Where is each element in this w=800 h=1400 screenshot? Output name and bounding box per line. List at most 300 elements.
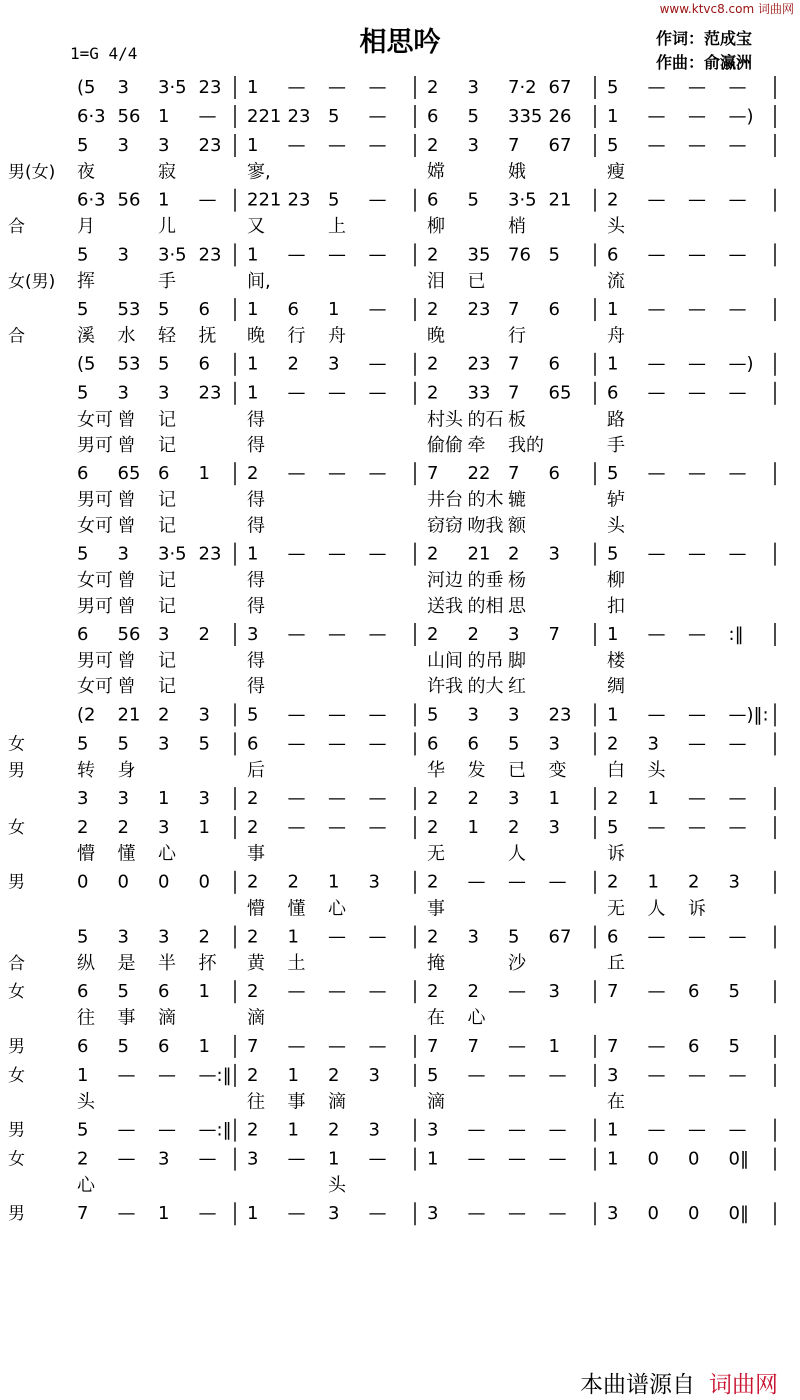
- note: 6: [77, 623, 89, 645]
- note: 221: [247, 189, 282, 211]
- note: 2: [607, 189, 619, 211]
- lyric: 记: [158, 515, 176, 537]
- lyric: 舟: [328, 325, 346, 347]
- note: —: [688, 787, 706, 809]
- lyric: 转: [77, 759, 95, 781]
- note: 6: [548, 463, 560, 485]
- lyric: 井台: [427, 489, 463, 511]
- note: 2: [247, 787, 259, 809]
- note: 5: [607, 134, 619, 156]
- note: 1: [647, 871, 659, 893]
- note: 2: [247, 463, 259, 485]
- note: —: [647, 244, 666, 266]
- note: —: [328, 134, 346, 156]
- note: 56: [117, 189, 141, 211]
- note: 3: [508, 704, 520, 726]
- note: —: [688, 1119, 706, 1141]
- note: 3: [198, 787, 210, 809]
- note: 3: [427, 1203, 439, 1225]
- lyric: 楼: [607, 650, 625, 672]
- note: 1: [198, 816, 210, 838]
- note: 2: [427, 543, 439, 565]
- note: 3: [158, 1148, 170, 1170]
- note: 3: [158, 623, 170, 645]
- note: —: [728, 1119, 747, 1141]
- lyric: 滴: [427, 1091, 445, 1113]
- note: —: [647, 543, 666, 565]
- lyric: 曾: [117, 595, 136, 617]
- note: 7: [247, 1035, 259, 1057]
- note: 0‖: [728, 1148, 749, 1170]
- lyric: 男可: [77, 435, 113, 457]
- note: —: [647, 463, 666, 485]
- lyric: 晚: [427, 325, 445, 347]
- note: 6: [688, 1035, 700, 1057]
- lyric: 得: [247, 515, 265, 537]
- note: 3: [368, 871, 380, 893]
- note: 67: [548, 76, 572, 98]
- note: 22: [467, 463, 491, 485]
- note: 6: [427, 733, 439, 755]
- note: 3: [117, 76, 129, 98]
- note: —: [728, 543, 747, 565]
- note: 6: [287, 298, 299, 320]
- note: 3: [548, 733, 560, 755]
- lyric: 瘦: [607, 161, 625, 183]
- note: 2: [508, 816, 520, 838]
- note: 23: [467, 298, 491, 320]
- lyric: 懂: [287, 898, 306, 920]
- note: (2: [77, 704, 96, 726]
- note: 2: [427, 298, 439, 320]
- lyric: 滴: [247, 1007, 265, 1029]
- note: 6: [607, 244, 619, 266]
- note: 2: [247, 1119, 259, 1141]
- note: —: [368, 623, 387, 645]
- note: 5: [548, 244, 560, 266]
- note: 1: [158, 787, 170, 809]
- note: 5: [508, 926, 520, 948]
- note: 5: [607, 543, 619, 565]
- lyric: 女可: [77, 676, 113, 698]
- note: —)‖:: [728, 704, 769, 726]
- note: 5: [467, 189, 479, 211]
- note: —: [688, 134, 706, 156]
- note: 5: [117, 1035, 129, 1057]
- note: —: [647, 76, 666, 98]
- lyric: 抔: [198, 953, 217, 975]
- note: —): [728, 353, 754, 375]
- lyric: 偷偷: [427, 435, 463, 457]
- note: 5: [77, 926, 89, 948]
- note: 53: [117, 353, 141, 375]
- note: 3: [607, 1064, 619, 1086]
- note: 3: [548, 816, 560, 838]
- note: 1: [647, 787, 659, 809]
- note: 21: [117, 704, 141, 726]
- lyric: 头: [647, 759, 666, 781]
- note: —: [688, 353, 706, 375]
- note: 7: [508, 298, 520, 320]
- lyric: 我的: [508, 435, 544, 457]
- note: 1: [287, 1064, 299, 1086]
- note: —: [368, 463, 387, 485]
- lyric: 得: [247, 570, 265, 592]
- note: 5: [427, 1064, 439, 1086]
- note: 5: [607, 76, 619, 98]
- lyric: 月: [77, 216, 95, 238]
- lyric: 行: [287, 325, 306, 347]
- note: —: [287, 134, 306, 156]
- note: 1: [247, 382, 259, 404]
- lyric: 思: [508, 595, 526, 617]
- lyric: 在: [427, 1007, 445, 1029]
- lyric: 得: [247, 435, 265, 457]
- note: 1: [548, 1035, 560, 1057]
- note: —: [287, 244, 306, 266]
- note: —: [548, 1064, 567, 1086]
- part-label: 男: [8, 1120, 25, 1141]
- note: —: [368, 926, 387, 948]
- note: 3: [467, 76, 479, 98]
- note: 7: [508, 382, 520, 404]
- note: 3: [328, 1203, 340, 1225]
- lyric: 的垂: [467, 570, 504, 592]
- note: —: [728, 76, 747, 98]
- lyric: 滴: [158, 1007, 176, 1029]
- key-signature: 1=G 4/4: [70, 44, 138, 63]
- note: 2: [508, 543, 520, 565]
- note: 2: [467, 623, 479, 645]
- note: —: [328, 926, 346, 948]
- lyric: 得: [247, 676, 265, 698]
- lyric: 记: [158, 676, 176, 698]
- note: —: [287, 623, 306, 645]
- part-label: 合: [8, 217, 25, 238]
- note: —: [117, 1119, 136, 1141]
- note: —: [328, 733, 346, 755]
- lyric: 心: [158, 843, 176, 865]
- note: 3: [117, 244, 129, 266]
- note: —: [328, 382, 346, 404]
- note: 5: [508, 733, 520, 755]
- note: 5: [158, 353, 170, 375]
- note: —: [647, 1064, 666, 1086]
- note: —: [647, 353, 666, 375]
- lyric: 滴: [328, 1091, 346, 1113]
- note: —: [508, 1119, 526, 1141]
- note: 2: [427, 926, 439, 948]
- note: —: [688, 463, 706, 485]
- lyric: 白: [607, 759, 625, 781]
- note: 5: [607, 816, 619, 838]
- note: —: [368, 543, 387, 565]
- note: —: [287, 787, 306, 809]
- note: 3·5: [158, 244, 187, 266]
- note: 2: [247, 981, 259, 1003]
- lyric: 绸: [607, 676, 625, 698]
- note: 3·5: [508, 189, 537, 211]
- note: 6: [427, 189, 439, 211]
- note: —: [368, 733, 387, 755]
- note: —: [198, 189, 217, 211]
- part-label: 女(男): [8, 271, 56, 292]
- note: —: [688, 704, 706, 726]
- lyric: 的石: [467, 409, 504, 431]
- note: 3·5: [158, 76, 187, 98]
- note: 2: [688, 871, 700, 893]
- note: 56: [117, 623, 141, 645]
- note: 1: [247, 134, 259, 156]
- lyric: 得: [247, 409, 265, 431]
- note: 2: [77, 816, 89, 838]
- note: —: [688, 105, 706, 127]
- note: 2: [427, 981, 439, 1003]
- lyric: 头: [77, 1091, 95, 1113]
- note: —: [287, 981, 306, 1003]
- lyric: 寂: [158, 161, 176, 183]
- lyric: 女可: [77, 570, 113, 592]
- note: 7: [607, 1035, 619, 1057]
- lyric: 曾: [117, 409, 136, 431]
- lyric: 华: [427, 759, 445, 781]
- note: —: [117, 1203, 136, 1225]
- lyric: 诉: [688, 898, 706, 920]
- note: 65: [548, 382, 572, 404]
- song-title: 相思吟: [359, 27, 441, 58]
- note: —: [647, 298, 666, 320]
- note: 1: [328, 298, 340, 320]
- note: 6: [77, 981, 89, 1003]
- note: 5: [77, 298, 89, 320]
- note: 3: [158, 382, 170, 404]
- note: —: [647, 704, 666, 726]
- note: —: [287, 382, 306, 404]
- lyric: 无: [607, 898, 625, 920]
- note: —: [198, 1203, 217, 1225]
- note: 5: [77, 382, 89, 404]
- lyric: 头: [328, 1175, 346, 1197]
- note: 1: [548, 787, 560, 809]
- lyric: 娥: [508, 161, 526, 183]
- note: 23: [198, 543, 222, 565]
- note: —: [368, 353, 387, 375]
- note: 3: [117, 543, 129, 565]
- note: 1: [287, 926, 299, 948]
- note: —: [467, 1119, 486, 1141]
- note: 6·3: [77, 105, 106, 127]
- note: 3: [158, 816, 170, 838]
- note: —: [688, 1064, 706, 1086]
- lyric: 河边: [427, 570, 463, 592]
- note: —: [647, 926, 666, 948]
- part-label: 女: [8, 734, 25, 755]
- note: —: [548, 1148, 567, 1170]
- lyric: 已: [467, 270, 486, 292]
- note: —: [647, 816, 666, 838]
- note: 2: [427, 787, 439, 809]
- note: 6: [77, 463, 89, 485]
- lyric: 板: [508, 409, 526, 431]
- note: —: [728, 244, 747, 266]
- lyric: 人: [508, 843, 526, 865]
- note: 2: [247, 926, 259, 948]
- note: 23: [198, 382, 222, 404]
- lyric: 懵: [77, 843, 95, 865]
- note: 0: [647, 1148, 659, 1170]
- note: 76: [508, 244, 531, 266]
- note: —: [728, 1064, 747, 1086]
- note: —: [368, 298, 387, 320]
- note: 23: [287, 189, 311, 211]
- lyric: 夜: [77, 161, 95, 183]
- note: 7: [427, 463, 439, 485]
- note: 1: [328, 1148, 340, 1170]
- lyric: 变: [548, 759, 567, 781]
- note: 2: [287, 353, 299, 375]
- note: —: [198, 105, 217, 127]
- note: 6: [77, 1035, 89, 1057]
- lyric: 梢: [508, 216, 526, 238]
- lyric: 脚: [508, 650, 526, 672]
- note: 3: [368, 1064, 380, 1086]
- note: 53: [117, 298, 141, 320]
- note: —: [728, 382, 747, 404]
- note: —: [467, 1148, 486, 1170]
- lyric: 头: [607, 216, 625, 238]
- note: 1: [77, 1064, 89, 1086]
- lyric: 半: [158, 953, 176, 975]
- note: 3: [467, 134, 479, 156]
- note: —: [368, 189, 387, 211]
- note: —: [688, 76, 706, 98]
- part-label: 合: [8, 954, 25, 975]
- note: 1: [247, 543, 259, 565]
- note: —: [368, 704, 387, 726]
- note: 5: [158, 298, 170, 320]
- note: 3: [158, 134, 170, 156]
- note: 3: [328, 353, 340, 375]
- lyric: 已: [508, 759, 526, 781]
- note: 2: [427, 76, 439, 98]
- note: 0: [198, 871, 210, 893]
- lyric: 红: [508, 676, 526, 698]
- lyric: 辘: [508, 489, 526, 511]
- part-label: 女: [8, 1149, 25, 1170]
- note: 2: [467, 787, 479, 809]
- note: 7: [508, 353, 520, 375]
- note: —: [287, 543, 306, 565]
- note: 2: [247, 816, 259, 838]
- part-label: 男: [8, 1036, 25, 1057]
- lyric: 曾: [117, 570, 136, 592]
- note: —: [328, 463, 346, 485]
- note: —: [688, 298, 706, 320]
- note: 1: [607, 298, 619, 320]
- note: 3: [467, 926, 479, 948]
- note: 0: [688, 1203, 700, 1225]
- lyric: 曾: [117, 435, 136, 457]
- note: —: [368, 1148, 387, 1170]
- lyric: 发: [467, 759, 486, 781]
- note: —: [728, 298, 747, 320]
- lyric: 事: [117, 1007, 136, 1029]
- note: 5: [728, 1035, 740, 1057]
- note: 2: [158, 704, 170, 726]
- note: —: [548, 1203, 567, 1225]
- lyric: 得: [247, 489, 265, 511]
- note: 1: [198, 981, 210, 1003]
- note: 1: [198, 463, 210, 485]
- lyric: 儿: [158, 216, 176, 238]
- note: —:‖: [198, 1119, 232, 1141]
- note: 3: [158, 926, 170, 948]
- note: —: [287, 463, 306, 485]
- note: —: [328, 981, 346, 1003]
- part-label: 女: [8, 1065, 25, 1086]
- note: —: [688, 382, 706, 404]
- note: —: [287, 1148, 306, 1170]
- note: —: [117, 1148, 136, 1170]
- note: —: [328, 76, 346, 98]
- lyric: 柳: [427, 216, 445, 238]
- note: —): [728, 105, 754, 127]
- note: 7: [467, 1035, 479, 1057]
- note: 3·5: [158, 543, 187, 565]
- note: 23: [198, 76, 222, 98]
- lyric: 记: [158, 409, 176, 431]
- note: —: [508, 1148, 526, 1170]
- lyric: 山间: [427, 650, 463, 672]
- note: 7·2: [508, 76, 537, 98]
- note: —: [368, 105, 387, 127]
- note: —: [647, 1119, 666, 1141]
- note: 1: [607, 1119, 619, 1141]
- note: —: [508, 1064, 526, 1086]
- note: 5: [77, 134, 89, 156]
- note: 6: [427, 105, 439, 127]
- lyric: 晚: [247, 325, 265, 347]
- lyric: 扣: [607, 595, 625, 617]
- note: 6·3: [77, 189, 106, 211]
- note: (5: [77, 76, 96, 98]
- lyric: 得: [247, 650, 265, 672]
- note: 2: [427, 382, 439, 404]
- lyric: 记: [158, 650, 176, 672]
- note: 3: [198, 704, 210, 726]
- note: —: [647, 382, 666, 404]
- note: 1: [158, 189, 170, 211]
- note: 23: [198, 244, 222, 266]
- note: 5: [77, 733, 89, 755]
- note: 3: [117, 382, 129, 404]
- note: 0: [647, 1203, 659, 1225]
- composer-credit: 作曲：俞瀛洲: [656, 53, 753, 72]
- note: 3: [467, 704, 479, 726]
- note: 3: [368, 1119, 380, 1141]
- note: 2: [328, 1064, 340, 1086]
- note: 6: [158, 463, 170, 485]
- note: 1: [247, 353, 259, 375]
- lyric: 额: [508, 515, 526, 537]
- lyric: 手: [158, 270, 176, 292]
- note: —: [688, 623, 706, 645]
- note: —: [368, 1203, 387, 1225]
- note: —: [198, 1148, 217, 1170]
- note: 3: [117, 926, 129, 948]
- note: —: [467, 1203, 486, 1225]
- note: 221: [247, 105, 282, 127]
